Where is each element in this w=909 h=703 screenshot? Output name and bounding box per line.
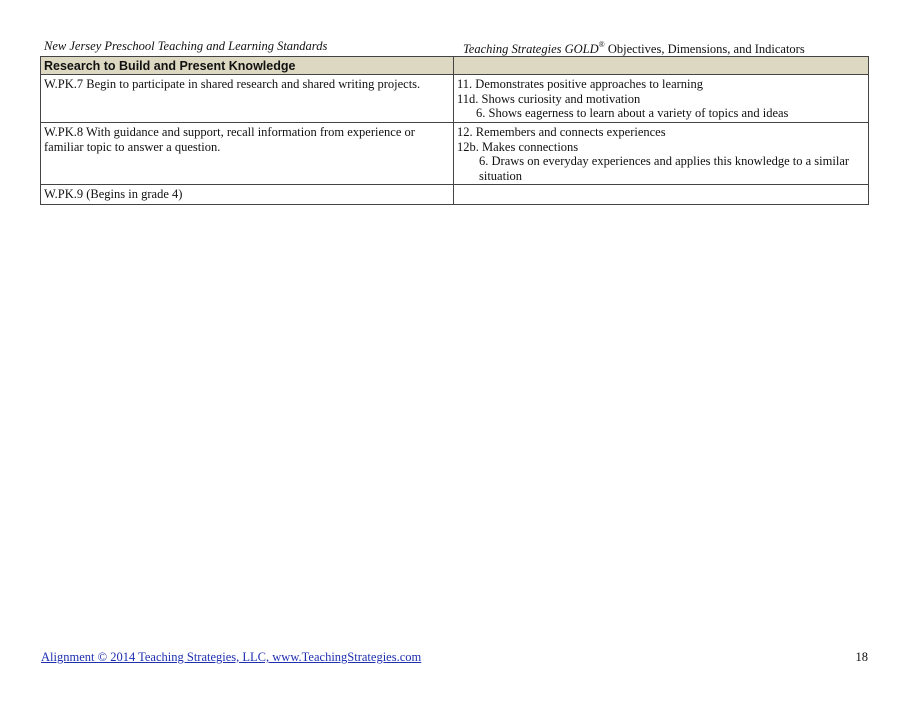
- standard-cell: [41, 75, 454, 123]
- header-gold-title: [463, 41, 805, 57]
- objective-line: 11. Demonstrates positive approaches to learning: [457, 77, 703, 91]
- standard-cell: [41, 185, 454, 205]
- objective-cell-empty: [454, 185, 869, 205]
- header-gold-rest: Objectives, Dimensions, and Indicators: [604, 42, 805, 56]
- table-row: [41, 75, 869, 123]
- standard-cell: [41, 123, 454, 185]
- page-number: 18: [855, 650, 868, 664]
- section-empty-cell: [454, 57, 869, 75]
- dimension-line: 12b. Makes connections: [457, 139, 579, 154]
- section-title: Research to Build and Present Knowledge: [44, 59, 296, 73]
- standard-text: W.PK.7 Begin to participate in shared research and shared writing projects.: [44, 77, 421, 91]
- table-row: [41, 123, 869, 185]
- section-header-row: [41, 57, 869, 75]
- dimension-line: 11d. Shows curiosity and motivation: [457, 91, 641, 106]
- registered-mark: ®: [598, 39, 605, 49]
- objective-cell: [454, 75, 869, 123]
- header-standards-title: New Jersey Preschool Teaching and Learning Standards: [44, 39, 328, 53]
- table-row: [41, 185, 869, 205]
- footer-alignment-link[interactable]: Alignment © 2014 Teaching Strategies, LLC, www.TeachingStrategies.com: [41, 650, 422, 664]
- indicator-line: 6. Draws on everyday experiences and applies this knowledge to a similar situation: [479, 154, 850, 183]
- indicator-line: 6. Shows eagerness to learn about a variety of topics and ideas: [476, 106, 789, 121]
- standard-text: W.PK.9 (Begins in grade 4): [44, 187, 183, 201]
- section-title-cell: [41, 57, 454, 75]
- alignment-table: [40, 56, 869, 205]
- objective-cell: [454, 123, 869, 185]
- standard-text: W.PK.8 With guidance and support, recall information from experience or familiar topic to answer a question.: [44, 125, 415, 154]
- objective-line: 12. Remembers and connects experiences: [457, 125, 666, 139]
- header-gold-brand: Teaching Strategies GOLD: [463, 42, 599, 56]
